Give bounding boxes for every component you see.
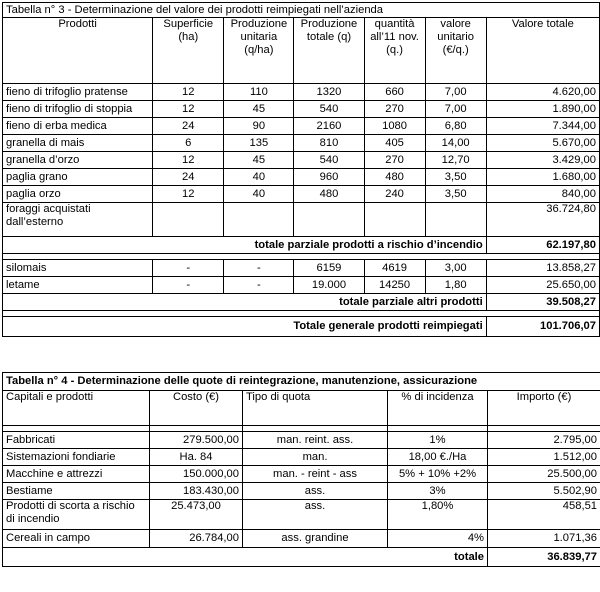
subtotal-label: totale parziale altri prodotti <box>3 294 487 311</box>
cell: 5.670,00 <box>486 135 599 152</box>
subtotal-value: 62.197,80 <box>486 237 599 254</box>
subtotal-value: 39.508,27 <box>486 294 599 311</box>
cell: - <box>224 260 294 277</box>
cell: 270 <box>364 101 425 118</box>
grand-total-row <box>3 317 600 337</box>
cell: 45 <box>224 152 294 169</box>
col-header: quantità all’11 nov. (q.) <box>364 18 425 84</box>
cell: 45 <box>224 101 294 118</box>
cell: 1.071,36 <box>488 530 600 548</box>
table-row <box>3 84 600 101</box>
cell: 24 <box>153 118 224 135</box>
cell: 3.429,00 <box>486 152 599 169</box>
grand-total-label: Totale generale prodotti reimpiegati <box>3 317 487 337</box>
subtotal-other-row <box>3 294 600 311</box>
table-row <box>3 500 600 530</box>
cell: 7,00 <box>425 101 486 118</box>
cell: 2160 <box>294 118 364 135</box>
table-4 <box>2 372 600 567</box>
cell: 480 <box>364 169 425 186</box>
cell: - <box>153 260 224 277</box>
table-row <box>3 277 600 294</box>
cell: 540 <box>294 101 364 118</box>
cell: Prodotti di scorta a rischio di incendio <box>3 500 150 530</box>
cell: 2.795,00 <box>488 432 600 449</box>
cell: man. <box>243 449 388 466</box>
cell: 6,80 <box>425 118 486 135</box>
cell: 12 <box>153 101 224 118</box>
cell: fieno di erba medica <box>3 118 153 135</box>
col-header: Superficie (ha) <box>153 18 224 84</box>
cell: 1.512,00 <box>488 449 600 466</box>
cell: 18,00 €./Ha <box>388 449 488 466</box>
table-3 <box>2 2 600 337</box>
subtotal-label: totale parziale prodotti a rischio d’incendio <box>3 237 487 254</box>
cell: 660 <box>364 84 425 101</box>
cell: Fabbricati <box>3 432 150 449</box>
grand-total-value: 101.706,07 <box>486 317 599 337</box>
cell: Ha. 84 <box>150 449 243 466</box>
table-row <box>3 466 600 483</box>
total-value: 36.839,77 <box>488 548 600 567</box>
col-header: Produzione totale (q) <box>294 18 364 84</box>
cell: man. - reint - ass <box>243 466 388 483</box>
table-row <box>3 169 600 186</box>
cell: 26.784,00 <box>150 530 243 548</box>
cell: ass. <box>243 483 388 500</box>
cell: 7,00 <box>425 84 486 101</box>
cell: 36.724,80 <box>486 203 599 237</box>
table-row <box>3 152 600 169</box>
cell: man. reint. ass. <box>243 432 388 449</box>
cell: 12 <box>153 152 224 169</box>
total-label: totale <box>3 548 488 567</box>
cell: 458,51 <box>488 500 600 530</box>
cell: 5.502,90 <box>488 483 600 500</box>
cell: 13.858,27 <box>486 260 599 277</box>
cell: 3,50 <box>425 186 486 203</box>
cell: - <box>153 277 224 294</box>
cell: fieno di trifoglio di stoppia <box>3 101 153 118</box>
cell: - <box>224 277 294 294</box>
col-header: % di incidenza <box>388 391 488 426</box>
cell: 1% <box>388 432 488 449</box>
cell: 90 <box>224 118 294 135</box>
cell: 3,50 <box>425 169 486 186</box>
cell: 480 <box>294 186 364 203</box>
cell: 5% + 10% +2% <box>388 466 488 483</box>
cell: Bestiame <box>3 483 150 500</box>
cell: granella d’orzo <box>3 152 153 169</box>
cell: 6 <box>153 135 224 152</box>
table-4-header <box>3 391 600 426</box>
cell: 270 <box>364 152 425 169</box>
cell: 1.680,00 <box>486 169 599 186</box>
cell: 110 <box>224 84 294 101</box>
col-header: Tipo di quota <box>243 391 388 426</box>
table-row <box>3 432 600 449</box>
cell: 6159 <box>294 260 364 277</box>
cell: 135 <box>224 135 294 152</box>
cell: 25.650,00 <box>486 277 599 294</box>
table-row <box>3 260 600 277</box>
cell: 25.473,00 <box>150 500 243 530</box>
cell: 810 <box>294 135 364 152</box>
table-4-total-row <box>3 548 600 567</box>
cell: 24 <box>153 169 224 186</box>
cell: 12,70 <box>425 152 486 169</box>
table-4-title: Tabella n° 4 - Determinazione delle quote di reintegrazione, manutenzione, assicurazione <box>3 373 600 391</box>
cell: foraggi acquistati dall’esterno <box>3 203 153 237</box>
cell: 1320 <box>294 84 364 101</box>
cell: silomais <box>3 260 153 277</box>
col-header: Importo (€) <box>488 391 600 426</box>
cell: 14,00 <box>425 135 486 152</box>
cell: Macchine e attrezzi <box>3 466 150 483</box>
table-row <box>3 135 600 152</box>
table-row <box>3 186 600 203</box>
cell: 540 <box>294 152 364 169</box>
cell: 7.344,00 <box>486 118 599 135</box>
cell: 3,00 <box>425 260 486 277</box>
cell: 12 <box>153 186 224 203</box>
table-row <box>3 101 600 118</box>
cell: 14250 <box>364 277 425 294</box>
cell: 25.500,00 <box>488 466 600 483</box>
cell: ass. <box>243 500 388 530</box>
cell: 840,00 <box>486 186 599 203</box>
col-header: Valore totale <box>486 18 599 84</box>
cell: paglia grano <box>3 169 153 186</box>
cell: 4% <box>388 530 488 548</box>
table-row <box>3 530 600 548</box>
table-row <box>3 449 600 466</box>
cell: 279.500,00 <box>150 432 243 449</box>
cell: 1,80 <box>425 277 486 294</box>
cell: 150.000,00 <box>150 466 243 483</box>
cell: letame <box>3 277 153 294</box>
col-header: Prodotti <box>3 18 153 84</box>
cell: 1080 <box>364 118 425 135</box>
table-row <box>3 483 600 500</box>
col-header: valore unitario (€/q.) <box>425 18 486 84</box>
table-3-title: Tabella n° 3 - Determinazione del valore dei prodotti reimpiegati nell’azienda <box>3 3 600 18</box>
table-3-header <box>3 18 600 84</box>
cell: 1,80% <box>388 500 488 530</box>
cell: 12 <box>153 84 224 101</box>
cell: fieno di trifoglio pratense <box>3 84 153 101</box>
subtotal-fire-row <box>3 237 600 254</box>
cell: paglia orzo <box>3 186 153 203</box>
cell: 40 <box>224 169 294 186</box>
col-header: Produzione unitaria (q/ha) <box>224 18 294 84</box>
cell: 4619 <box>364 260 425 277</box>
table-row <box>3 118 600 135</box>
cell: 240 <box>364 186 425 203</box>
cell: 4.620,00 <box>486 84 599 101</box>
cell: 1.890,00 <box>486 101 599 118</box>
cell: granella di mais <box>3 135 153 152</box>
cell: Cereali in campo <box>3 530 150 548</box>
cell: 183.430,00 <box>150 483 243 500</box>
cell: 3% <box>388 483 488 500</box>
col-header: Costo (€) <box>150 391 243 426</box>
cell: ass. grandine <box>243 530 388 548</box>
cell: 40 <box>224 186 294 203</box>
cell: 19.000 <box>294 277 364 294</box>
table-row-foraggi <box>3 203 600 237</box>
cell: 405 <box>364 135 425 152</box>
cell: Sistemazioni fondiarie <box>3 449 150 466</box>
col-header: Capitali e prodotti <box>3 391 150 426</box>
cell: 960 <box>294 169 364 186</box>
